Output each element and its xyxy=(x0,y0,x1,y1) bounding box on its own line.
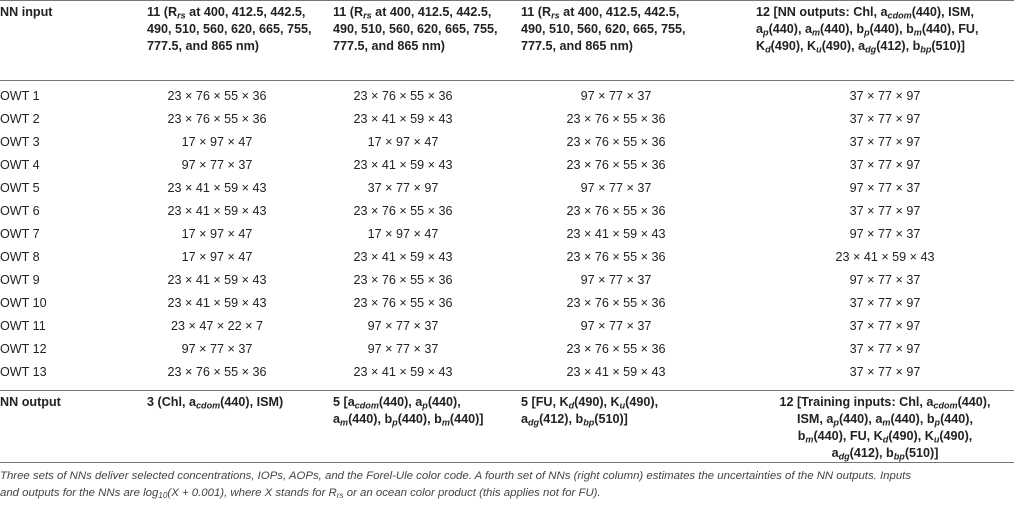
output-col-2: 5 [$a_{cdom}(440)$, $a_p(440)$, $a_m(440)$, $b_p(440)$, $b_m(440)$] xyxy=(333,395,484,428)
table-cell: 23 × 41 × 59 × 43 xyxy=(566,365,666,379)
table-cell: 37 × 77 × 97 xyxy=(849,342,921,356)
table-cell: 97 × 77 × 37 xyxy=(580,319,652,333)
row-label: OWT 11 xyxy=(0,319,46,333)
table-cell: 23 × 76 × 55 × 36 xyxy=(353,89,453,103)
table-cell: 97 × 77 × 37 xyxy=(849,181,921,195)
row-label: OWT 4 xyxy=(0,158,40,172)
row-label: OWT 10 xyxy=(0,296,47,310)
table-cell: 17 × 97 × 47 xyxy=(181,227,253,241)
table-cell: 23 × 76 × 55 × 36 xyxy=(566,250,666,264)
table-cell: 17 × 97 × 47 xyxy=(367,227,439,241)
table-cell: 23 × 41 × 59 × 43 xyxy=(835,250,935,264)
table-cell: 97 × 77 × 37 xyxy=(580,181,652,195)
row-label: OWT 8 xyxy=(0,250,40,264)
row-label: OWT 12 xyxy=(0,342,47,356)
row-label: OWT 9 xyxy=(0,273,40,287)
output-col-1: 3 (Chl, $a_{cdom}(440)$, ISM) xyxy=(147,395,284,411)
table-cell: 97 × 77 × 37 xyxy=(580,273,652,287)
header-col-2: 11 ($R_{rs}$ at 400, 412.5, 442.5, 490, 510, 560, 620, 665, 755, 777.5, and 865 nm) xyxy=(333,5,498,53)
bottom-rule xyxy=(0,462,1014,463)
output-col-4: 12 [Training inputs: Chl, $a_{cdom}(440)$, ISM, $a_p(440)$, $a_m(440)$, $b_p(440)$, $b_m(440)$, FU, $K_d(490)$, $K_u(490)$, $a_{dg}(412)$, $b_{bp}(510)$] xyxy=(779,395,991,462)
table-cell: 23 × 76 × 55 × 36 xyxy=(566,342,666,356)
table-cell: 37 × 77 × 97 xyxy=(849,112,921,126)
table-cell: 37 × 77 × 97 xyxy=(849,365,921,379)
table-cell: 23 × 41 × 59 × 43 xyxy=(353,365,453,379)
table-cell: 23 × 41 × 59 × 43 xyxy=(167,204,267,218)
top-rule xyxy=(0,0,1014,1)
table-cell: 97 × 77 × 37 xyxy=(849,273,921,287)
table-cell: 23 × 41 × 59 × 43 xyxy=(566,227,666,241)
table-cell: 23 × 76 × 55 × 36 xyxy=(566,135,666,149)
output-col-3: 5 [FU, $K_d(490)$, $K_u(490)$, $a_{dg}(412)$, $b_{bp}(510)$] xyxy=(521,395,659,428)
table-cell: 23 × 76 × 55 × 36 xyxy=(167,89,267,103)
table-cell: 23 × 76 × 55 × 36 xyxy=(353,273,453,287)
table-cell: 23 × 76 × 55 × 36 xyxy=(566,204,666,218)
table-footnote: Three sets of NNs deliver selected concentrations, IOPs, AOPs, and the Forel-Ule color code. A fourth set of NNs (right column) estimates the uncertainties of the NN outputs. Inputs and outputs for the NNs are $\log_{10}(X + 0.001)$, where X stands for $R_{rs}$ or an ocean color product (this applies not for FU). xyxy=(0,470,912,501)
table-cell: 97 × 77 × 37 xyxy=(849,227,921,241)
table-cell: 23 × 41 × 59 × 43 xyxy=(167,181,267,195)
table-cell: 23 × 47 × 22 × 7 xyxy=(170,319,264,333)
table-cell: 23 × 41 × 59 × 43 xyxy=(353,112,453,126)
table-cell: 37 × 77 × 97 xyxy=(849,319,921,333)
table-cell: 23 × 41 × 59 × 43 xyxy=(353,158,453,172)
table-cell: 23 × 76 × 55 × 36 xyxy=(353,204,453,218)
header-col-4: 12 [NN outputs: Chl, $a_{cdom}(440)$, ISM, $a_p(440)$, $a_m(440)$, $b_p(440)$, $b_m(440)$, FU, $K_d(490)$, $K_u(490)$, $a_{dg}(412)$, $b_{bp}(510)$] xyxy=(756,5,979,55)
table-cell: 23 × 41 × 59 × 43 xyxy=(167,273,267,287)
table-cell: 37 × 77 × 97 xyxy=(367,181,439,195)
table-cell: 23 × 76 × 55 × 36 xyxy=(566,112,666,126)
table-cell: 97 × 77 × 37 xyxy=(367,342,439,356)
table-cell: 23 × 41 × 59 × 43 xyxy=(353,250,453,264)
output-label: NN output xyxy=(0,395,61,409)
table-cell: 37 × 77 × 97 xyxy=(849,135,921,149)
table-cell: 97 × 77 × 37 xyxy=(181,342,253,356)
row-label: OWT 3 xyxy=(0,135,40,149)
row-label: OWT 5 xyxy=(0,181,40,195)
table-cell: 37 × 77 × 97 xyxy=(849,89,921,103)
table-cell: 37 × 77 × 97 xyxy=(849,158,921,172)
row-label: OWT 6 xyxy=(0,204,40,218)
table-cell: 17 × 97 × 47 xyxy=(181,250,253,264)
table-cell: 23 × 76 × 55 × 36 xyxy=(167,365,267,379)
row-label: OWT 1 xyxy=(0,89,40,103)
row-label: OWT 2 xyxy=(0,112,40,126)
table-cell: 97 × 77 × 37 xyxy=(367,319,439,333)
header-label: NN input xyxy=(0,5,53,19)
table-cell: 23 × 76 × 55 × 36 xyxy=(566,158,666,172)
table-cell: 23 × 41 × 59 × 43 xyxy=(167,296,267,310)
table-cell: 97 × 77 × 37 xyxy=(181,158,253,172)
table-cell: 17 × 97 × 47 xyxy=(367,135,439,149)
table-cell: 17 × 97 × 47 xyxy=(181,135,253,149)
row-label: OWT 7 xyxy=(0,227,40,241)
table-cell: 37 × 77 × 97 xyxy=(849,204,921,218)
table-cell: 23 × 76 × 55 × 36 xyxy=(167,112,267,126)
table-cell: 23 × 76 × 55 × 36 xyxy=(566,296,666,310)
table-cell: 97 × 77 × 37 xyxy=(580,89,652,103)
table-cell: 37 × 77 × 97 xyxy=(849,296,921,310)
header-col-1: 11 ($R_{rs}$ at 400, 412.5, 442.5, 490, 510, 560, 620, 665, 755, 777.5, and 865 nm) xyxy=(147,5,312,53)
header-rule xyxy=(0,80,1014,81)
output-rule xyxy=(0,390,1014,391)
header-col-3: 11 ($R_{rs}$ at 400, 412.5, 442.5, 490, 510, 560, 620, 665, 755, 777.5, and 865 nm) xyxy=(521,5,686,53)
row-label: OWT 13 xyxy=(0,365,47,379)
table-cell: 23 × 76 × 55 × 36 xyxy=(353,296,453,310)
